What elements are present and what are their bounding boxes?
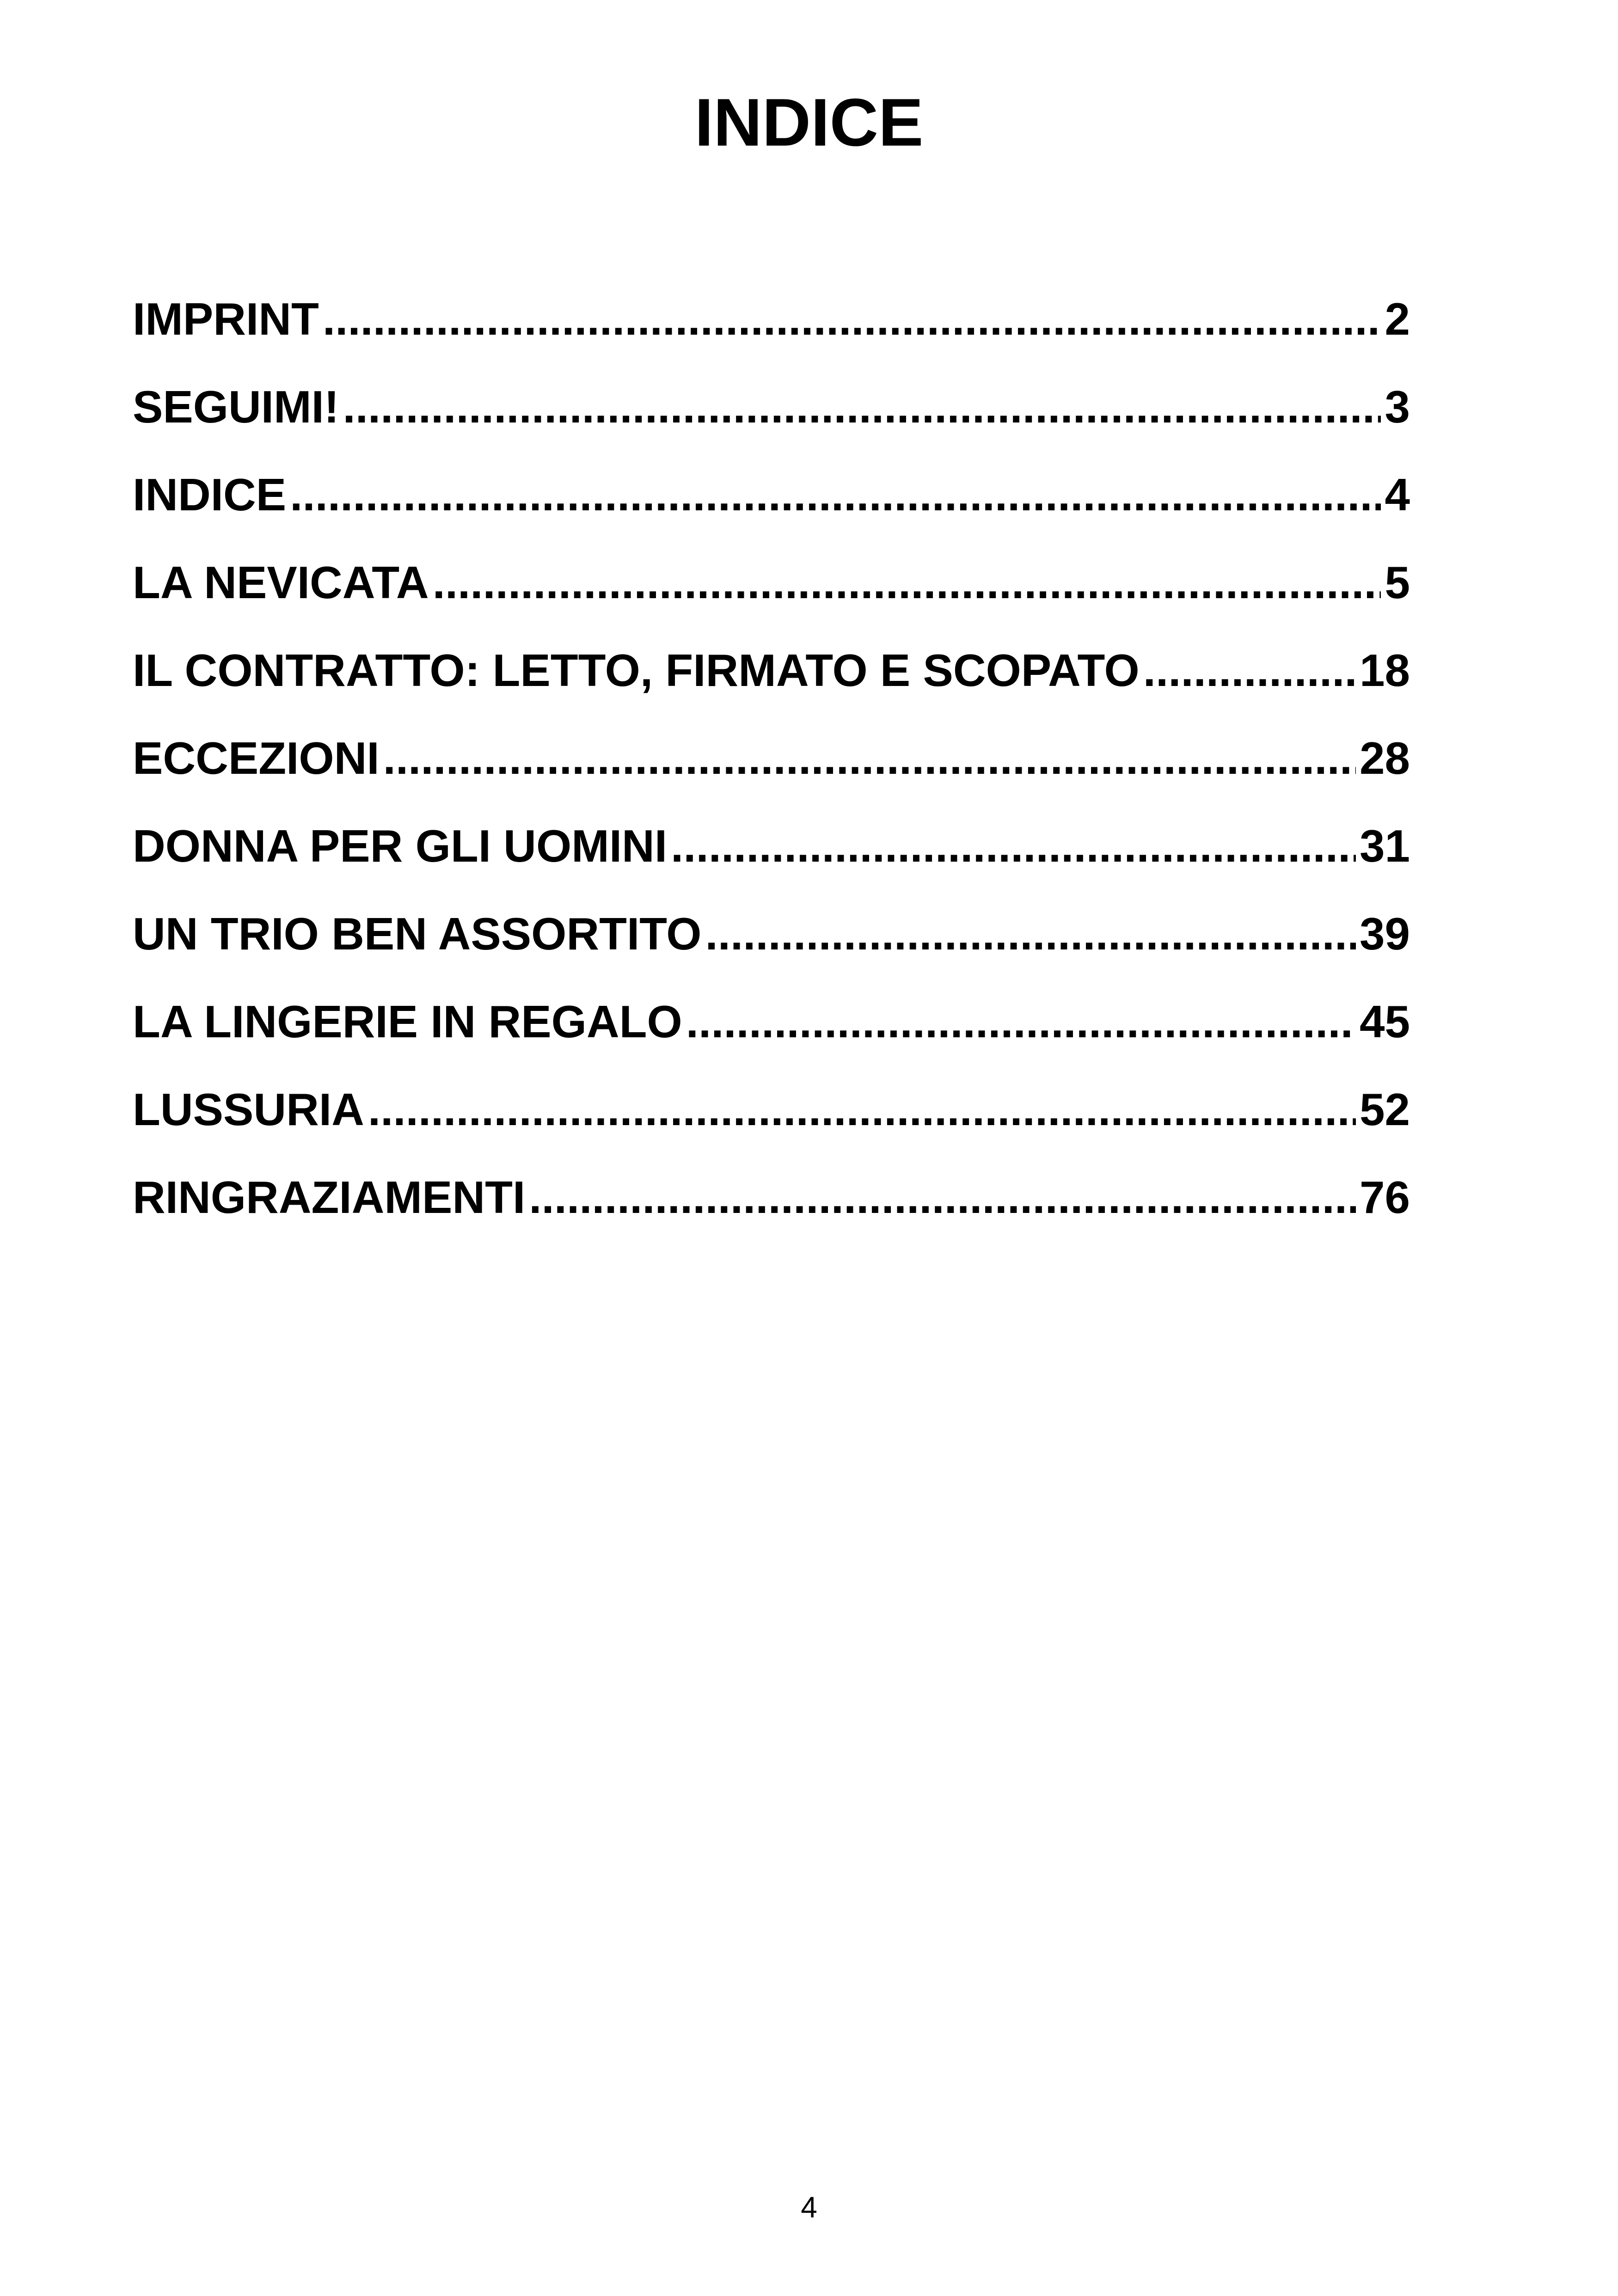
toc-entry-title: LA LINGERIE IN REGALO [133,996,682,1047]
page-title: INDICE [694,85,924,160]
page-number: 4 [801,2191,817,2224]
toc-entry[interactable] [133,818,1410,906]
toc-leader-dots [343,379,1381,435]
toc-entry-page: 28 [1359,733,1410,784]
toc-leader-dots [323,291,1381,347]
toc-leader-dots [433,555,1381,610]
toc-entry-title: ECCEZIONI [133,733,380,784]
toc-leader-dots [290,467,1381,522]
toc-entry[interactable] [133,291,1410,379]
toc-entry[interactable] [133,379,1410,467]
toc-leader-dots [705,906,1356,961]
toc-leader-dots [529,1169,1356,1225]
toc-entry-page: 4 [1385,469,1410,520]
toc-entry-page: 2 [1385,294,1410,344]
toc-entry-page: 5 [1385,557,1410,608]
toc-entry-title: SEGUIMI! [133,381,339,432]
toc-entry[interactable] [133,643,1410,730]
toc-entry-page: 3 [1385,381,1410,432]
toc-entry-page: 39 [1359,908,1410,959]
toc-entry-title: LUSSURIA [133,1084,364,1135]
toc-entry-title: INDICE [133,469,287,520]
toc-entry-page: 31 [1359,820,1410,871]
toc-entry-title: DONNA PER GLI UOMINI [133,820,668,871]
toc-entry-page: 76 [1359,1172,1410,1223]
toc-entry[interactable] [133,906,1410,994]
toc-leader-dots [383,730,1356,786]
toc-entry[interactable] [133,1169,1410,1257]
toc-leader-dots [671,818,1356,874]
toc-entry-title: IL CONTRATTO: LETTO, FIRMATO E SCOPATO [133,645,1140,696]
toc-leader-dots [686,994,1356,1049]
toc-entry[interactable] [133,994,1410,1082]
toc-entry[interactable] [133,555,1410,643]
toc-entry-page: 52 [1359,1084,1410,1135]
toc-entry-page: 45 [1359,996,1410,1047]
table-of-contents [133,291,1410,1257]
toc-entry[interactable] [133,730,1410,818]
toc-entry-page: 18 [1359,645,1410,696]
toc-entry-title: RINGRAZIAMENTI [133,1172,526,1223]
toc-entry-title: LA NEVICATA [133,557,429,608]
toc-entry-title: IMPRINT [133,294,319,344]
toc-entry[interactable] [133,467,1410,555]
toc-leader-dots [368,1082,1356,1137]
toc-leader-dots [1143,643,1356,698]
toc-entry[interactable] [133,1082,1410,1169]
toc-entry-title: UN TRIO BEN ASSORTITO [133,908,702,959]
